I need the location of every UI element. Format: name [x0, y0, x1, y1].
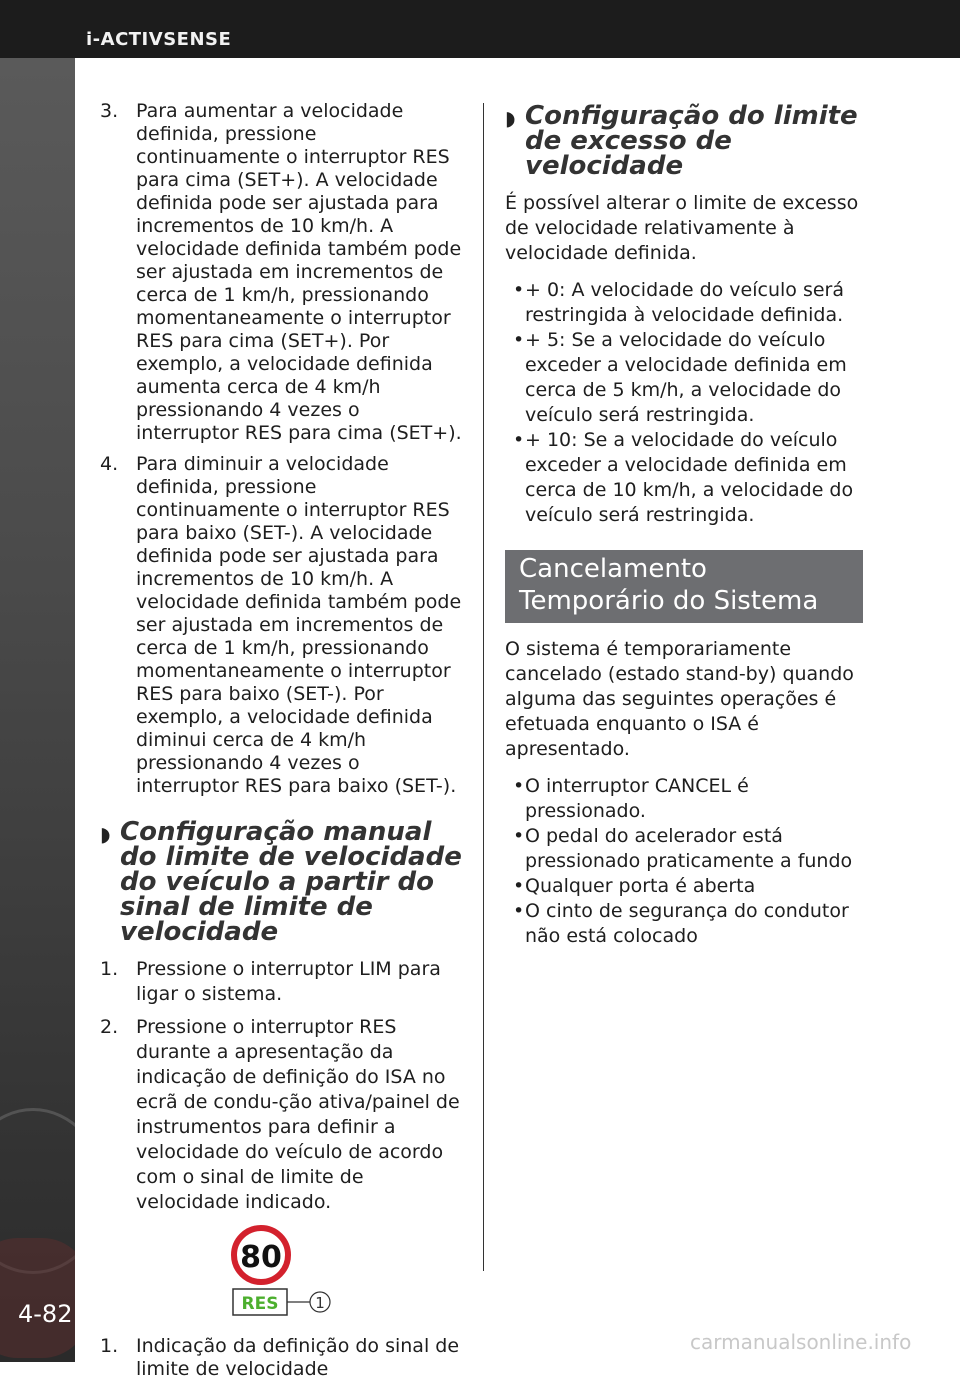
- section-marker-icon: ◗: [505, 106, 516, 130]
- page-number: 4-82: [18, 1300, 73, 1328]
- list-item: [100, 453, 465, 798]
- list-item: [505, 774, 870, 824]
- figure-caption: [100, 1335, 465, 1381]
- bullet-icon: •: [513, 825, 525, 847]
- step-text: Pressione o interruptor LIM para ligar o sistema.: [136, 958, 441, 1005]
- right-column: [505, 100, 870, 949]
- left-column: [100, 100, 465, 1381]
- bullet-text: + 5: Se a velocidade do veículo exceder a velocidade definida em cerca de 5 km/h, a velocidade do veículo será restringida.: [525, 329, 847, 426]
- section-title: Configuração manual do limite de velocidade do veículo a partir do sinal de limite de velocidade: [120, 817, 462, 947]
- speed-limit-figure: [100, 1225, 465, 1325]
- caption-text: Indicação da definição do sinal de limite de velocidade: [136, 1335, 460, 1380]
- section-banner: Cancelamento Temporário do Sistema: [505, 550, 863, 623]
- sign-value: 80: [240, 1240, 282, 1275]
- item-number: 3.: [100, 100, 119, 122]
- section-title: Configuração do limite de excesso de velocidade: [525, 101, 858, 181]
- section-heading: [100, 817, 465, 947]
- section-marker-icon: ◗: [100, 822, 111, 846]
- item-text: Para diminuir a velocidade definida, pressione continuamente o interruptor RES para baixo (SET-). A velocidade definida pode ser ajustada para incrementos de 10 km/h. A velocidade definida também pode ser ajustada em incrementos de cerca de 1 km/h, pressionando momentaneamente o interruptor RES para baixo (SET-). Por exemplo, a velocidade definida diminui cerca de 4 km/h pressionando 4 vezes o interruptor RES para baixo (SET-).: [136, 453, 462, 797]
- callout-number: 1: [315, 1294, 325, 1312]
- watermark: carmanualsonline.info: [690, 1330, 912, 1354]
- bullet-text: + 0: A velocidade do veículo será restringida à velocidade definida.: [525, 279, 844, 326]
- column-divider: [483, 103, 484, 1271]
- sidebar-photo: [0, 58, 75, 1362]
- bullet-icon: •: [513, 875, 525, 897]
- banner-paragraph: O sistema é temporariamente cancelado (estado stand-by) quando alguma das seguintes operações é efetuada enquanto o ISA é apresentado.: [505, 638, 854, 760]
- step-item: [100, 957, 465, 1007]
- list-item: [505, 824, 870, 874]
- res-label: RES: [241, 1294, 279, 1314]
- list-item: [505, 328, 870, 428]
- bullet-text: O pedal do acelerador está pressionado praticamente a fundo: [525, 825, 853, 872]
- header-title: i-ACTIVSENSE: [86, 29, 232, 50]
- bullet-icon: •: [513, 279, 525, 301]
- list-item: [100, 100, 465, 445]
- seat-graphic: [0, 1238, 75, 1358]
- list-item: [505, 278, 870, 328]
- bullet-icon: •: [513, 900, 525, 922]
- step-item: [100, 1015, 465, 1215]
- bullet-icon: •: [513, 329, 525, 351]
- section-heading: [505, 101, 870, 181]
- intro-paragraph: É possível alterar o limite de excesso de velocidade relativamente à velocidade definida.: [505, 192, 859, 264]
- list-item: [505, 899, 870, 949]
- header-bar: [0, 0, 960, 58]
- caption-number: 1.: [100, 1335, 119, 1357]
- step-number: 2.: [100, 1016, 119, 1038]
- bullet-text: + 10: Se a velocidade do veículo exceder a velocidade definida em cerca de 10 km/h, a velocidade do veículo será restringida.: [525, 429, 854, 526]
- bullet-text: O interruptor CANCEL é pressionado.: [525, 775, 749, 822]
- bullet-icon: •: [513, 429, 525, 451]
- step-number: 1.: [100, 958, 119, 980]
- step-text: Pressione o interruptor RES durante a apresentação da indicação de definição do ISA no ecrã de condu-ção ativa/painel de instrumentos para definir a velocidade do veículo de acordo com o sinal de limite de velocidade indicado.: [136, 1016, 460, 1213]
- item-text: Para aumentar a velocidade definida, pressione continuamente o interruptor RES para cima (SET+). A velocidade definida pode ser ajustada para incrementos de 10 km/h. A velocidade definida também pode ser ajustada em incrementos de cerca de 1 km/h, pressionando momentaneamente o interruptor RES para cima (SET+). Por exemplo, a velocidade definida aumenta cerca de 4 km/h pressionando 4 vezes o interruptor RES para cima (SET+).: [136, 100, 462, 444]
- list-item: [505, 428, 870, 528]
- bullet-text: Qualquer porta é aberta: [525, 875, 756, 897]
- speed-sign-illustration: [100, 1225, 465, 1325]
- list-item: [505, 874, 870, 899]
- bullet-icon: •: [513, 775, 525, 797]
- bullet-text: O cinto de segurança do condutor não está colocado: [525, 900, 849, 947]
- item-number: 4.: [100, 453, 119, 475]
